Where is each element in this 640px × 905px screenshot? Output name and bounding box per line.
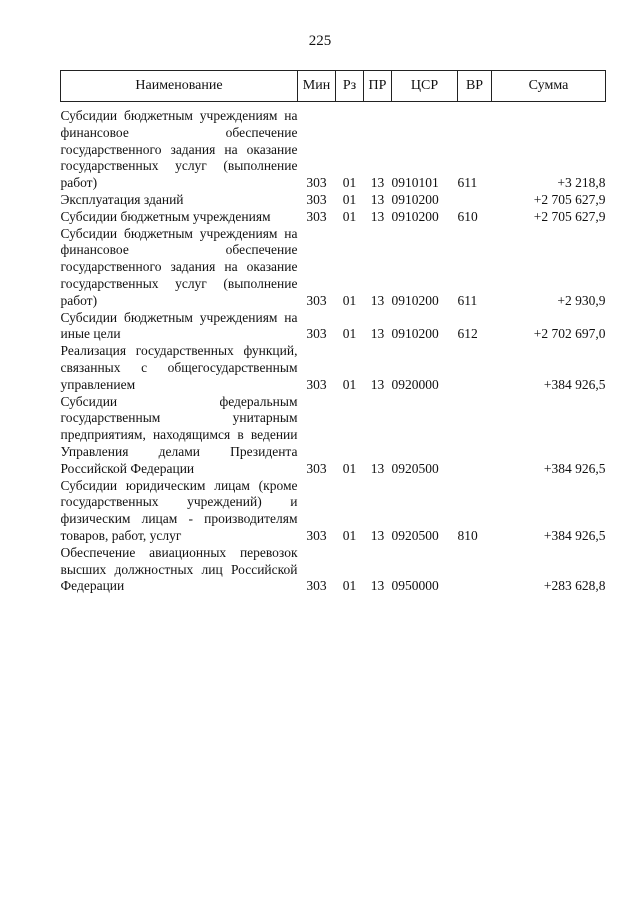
row-name: Субсидии бюджетным учреждениям на иные цели bbox=[60, 309, 298, 342]
table-row bbox=[61, 545, 606, 595]
row-min: 303 bbox=[306, 208, 327, 224]
row-rz: 01 bbox=[342, 376, 357, 392]
row-csr: 0910200 bbox=[391, 326, 439, 342]
row-sum: +2 702 697,0 bbox=[533, 326, 606, 342]
table-row bbox=[61, 394, 606, 478]
table-row bbox=[61, 343, 606, 393]
row-vr bbox=[458, 192, 492, 209]
row-sum: +2 705 627,9 bbox=[533, 208, 606, 224]
row-csr: 0910200 bbox=[391, 292, 439, 308]
row-csr: 0920500 bbox=[391, 460, 439, 476]
row-csr: 0910101 bbox=[391, 175, 439, 191]
row-vr: 612 bbox=[457, 326, 478, 342]
row-sum: +283 628,8 bbox=[543, 578, 606, 594]
row-name: Субсидии бюджетным учреждениям на финансовое обеспечение государственного задания на оказание государственных услуг (выполнение работ) bbox=[60, 108, 298, 191]
row-vr: 611 bbox=[457, 292, 478, 308]
row-min: 303 bbox=[306, 527, 327, 543]
row-rz: 01 bbox=[342, 208, 357, 224]
table-row bbox=[61, 192, 606, 209]
row-min: 303 bbox=[306, 292, 327, 308]
row-pr: 13 bbox=[370, 292, 385, 308]
header-pr: ПР bbox=[364, 71, 392, 102]
row-rz: 01 bbox=[342, 191, 357, 207]
row-min: 303 bbox=[306, 326, 327, 342]
row-min: 303 bbox=[306, 460, 327, 476]
row-min: 303 bbox=[306, 175, 327, 191]
row-pr: 13 bbox=[370, 578, 385, 594]
page-number: 225 bbox=[308, 33, 332, 49]
table-header-row bbox=[61, 71, 606, 102]
row-rz: 01 bbox=[342, 578, 357, 594]
row-csr: 0910200 bbox=[391, 208, 439, 224]
table-row bbox=[61, 226, 606, 310]
row-min: 303 bbox=[306, 376, 327, 392]
row-sum: +384 926,5 bbox=[543, 376, 606, 392]
row-vr: 610 bbox=[457, 208, 478, 224]
row-name: Обеспечение авиационных перевозок высших должностных лиц Российской Федерации bbox=[60, 544, 298, 594]
row-pr: 13 bbox=[370, 376, 385, 392]
row-vr bbox=[458, 545, 492, 595]
row-pr: 13 bbox=[370, 191, 385, 207]
row-rz: 01 bbox=[342, 326, 357, 342]
row-rz: 01 bbox=[342, 175, 357, 191]
table-row bbox=[61, 102, 606, 192]
row-csr: 0920500 bbox=[391, 527, 439, 543]
row-sum: +2 705 627,9 bbox=[533, 191, 606, 207]
table-row bbox=[61, 478, 606, 545]
row-pr: 13 bbox=[370, 326, 385, 342]
row-csr: 0910200 bbox=[391, 191, 439, 207]
table-row bbox=[61, 209, 606, 226]
row-sum: +2 930,9 bbox=[557, 292, 606, 308]
row-sum: +384 926,5 bbox=[543, 460, 606, 476]
row-min: 303 bbox=[306, 191, 327, 207]
row-sum: +3 218,8 bbox=[557, 175, 606, 191]
row-vr: 810 bbox=[457, 527, 478, 543]
header-sum: Сумма bbox=[492, 71, 606, 102]
row-sum: +384 926,5 bbox=[543, 527, 606, 543]
row-vr: 611 bbox=[457, 175, 478, 191]
table-row bbox=[61, 310, 606, 344]
budget-table bbox=[60, 70, 606, 595]
row-pr: 13 bbox=[370, 175, 385, 191]
row-csr: 0920000 bbox=[391, 376, 439, 392]
row-name: Реализация государственных функций, связанных с общегосударственным управлением bbox=[60, 343, 298, 392]
row-rz: 01 bbox=[342, 527, 357, 543]
row-vr bbox=[458, 343, 492, 393]
header-csr: ЦСР bbox=[392, 71, 458, 102]
row-name: Субсидии бюджетным учреждениям на финансовое обеспечение государственного задания на оказание государственных услуг (выполнение работ) bbox=[60, 225, 298, 308]
row-vr bbox=[458, 394, 492, 478]
row-name: Эксплуатация зданий bbox=[60, 191, 184, 207]
row-pr: 13 bbox=[370, 208, 385, 224]
row-pr: 13 bbox=[370, 527, 385, 543]
row-rz: 01 bbox=[342, 292, 357, 308]
header-min: Мин bbox=[298, 71, 336, 102]
row-pr: 13 bbox=[370, 460, 385, 476]
header-vr: ВР bbox=[458, 71, 492, 102]
row-min: 303 bbox=[306, 578, 327, 594]
row-rz: 01 bbox=[342, 460, 357, 476]
row-name: Субсидии бюджетным учреждениям bbox=[60, 208, 271, 224]
header-name: Наименование bbox=[61, 71, 298, 102]
row-name: Субсидии федеральным государственным унитарным предприятиям, находящимся в ведении Управления делами Президента Российской Федерации bbox=[60, 393, 298, 476]
row-name: Субсидии юридическим лицам (кроме государственных учреждений) и физическим лицам - производителям товаров, работ, услуг bbox=[60, 477, 298, 543]
header-rz: Рз bbox=[336, 71, 364, 102]
row-csr: 0950000 bbox=[391, 578, 439, 594]
